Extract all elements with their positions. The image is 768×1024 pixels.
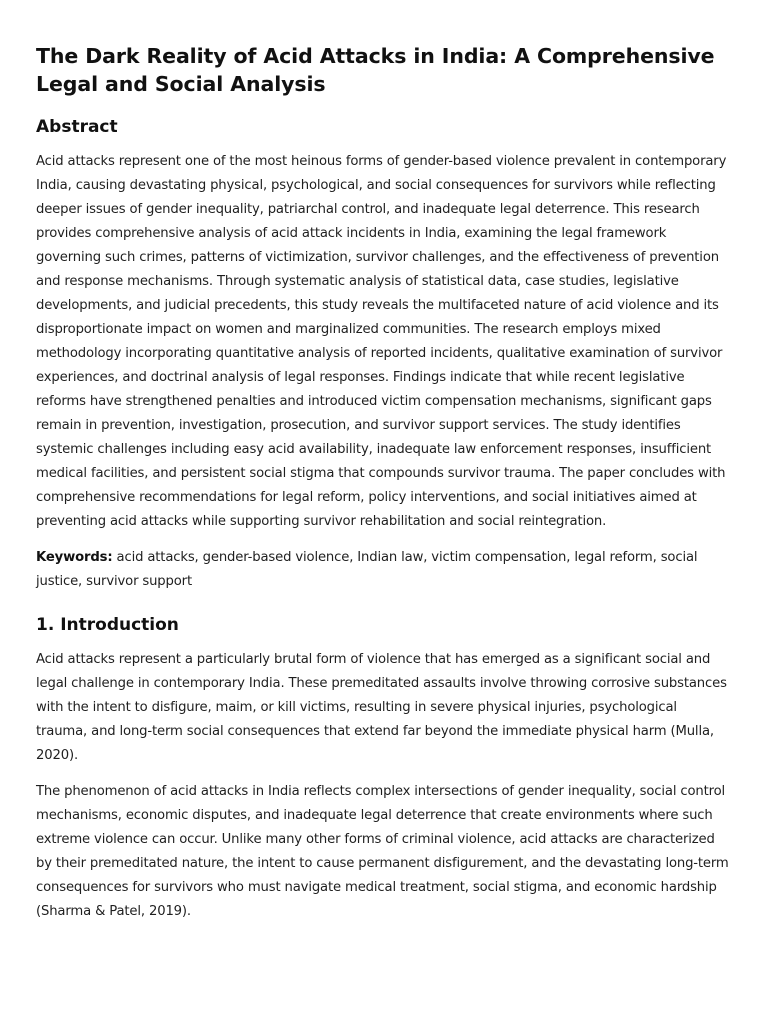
keywords-line: [36, 546, 732, 594]
abstract-body: Acid attacks represent one of the most heinous forms of gender-based violence prevalent in contemporary India, causing devastating physical, psychological, and social consequences for survivors while reflecting deeper issues of gender inequality, patriarchal control, and inadequate legal deterrence. This research provides comprehensive analysis of acid attack incidents in India, examining the legal framework governing such crimes, patterns of victimization, survivor challenges, and the effectiveness of prevention and response mechanisms. Through systematic analysis of statistical data, case studies, legislative developments, and judicial precedents, this study reveals the multifaceted nature of acid violence and its disproportionate impact on women and marginalized communities. The research employs mixed methodology incorporating quantitative analysis of reported incidents, qualitative examination of survivor experiences, and doctrinal analysis of legal responses. Findings indicate that while recent legislative reforms have strengthened penalties and introduced victim compensation mechanisms, significant gaps remain in prevention, investigation, prosecution, and survivor support services. The study identifies systemic challenges including easy acid availability, inadequate law enforcement responses, insufficient medical facilities, and persistent social stigma that compounds survivor trauma. The paper concludes with comprehensive recommendations for legal reform, policy interventions, and social initiatives aimed at preventing acid attacks while supporting survivor rehabilitation and social reintegration.: [36, 154, 727, 529]
introduction-paragraph-1: Acid attacks represent a particularly brutal form of violence that has emerged as a significant social and legal challenge in contemporary India. These premeditated assaults involve throwing corrosive substances with the intent to disfigure, maim, or kill victims, resulting in severe physical injuries, psychological trauma, and long-term social consequences that extend far beyond the immediate physical harm (Mulla, 2020).: [36, 652, 727, 763]
paper-title: The Dark Reality of Acid Attacks in India: A Comprehensive Legal and Social Analysis: [36, 44, 715, 96]
keywords-label: Keywords:: [36, 550, 113, 565]
keywords-text: acid attacks, gender-based violence, Indian law, victim compensation, legal reform, social justice, survivor support: [36, 550, 698, 589]
introduction-heading: 1. Introduction: [36, 615, 179, 635]
abstract-heading: Abstract: [36, 117, 118, 137]
introduction-paragraph-2: The phenomenon of acid attacks in India reflects complex intersections of gender inequality, social control mechanisms, economic disputes, and inadequate legal deterrence that create environments where such extreme violence can occur. Unlike many other forms of criminal violence, acid attacks are characterized by their premeditated nature, the intent to cause permanent disfigurement, and the devastating long-term consequences for survivors who must navigate medical treatment, social stigma, and economic hardship (Sharma & Patel, 2019).: [36, 784, 729, 919]
